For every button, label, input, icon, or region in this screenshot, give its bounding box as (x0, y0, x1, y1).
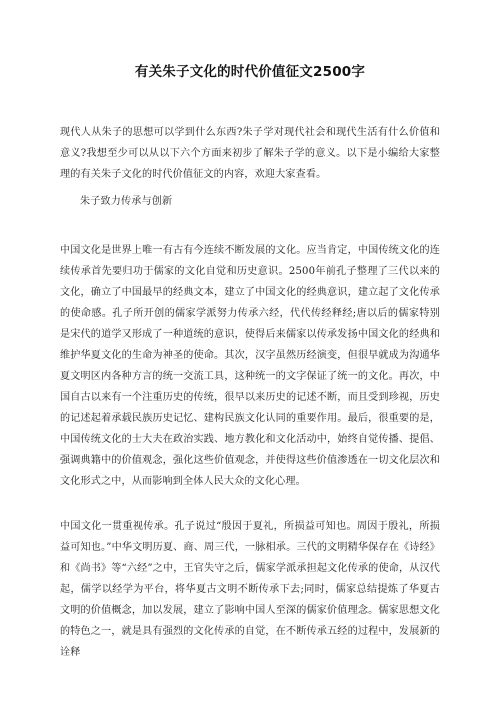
intro-paragraph: 现代人从朱子的思想可以学到什么东西?朱子学对现代社会和现代生活有什么价值和意义?我想至少可以从以下六个方面来初步了解朱子学的意义。以下是小编给大家整理的有关朱子文化的时代价值征文的内容，欢迎大家查看。 (60, 127, 440, 180)
document-title: 有关朱子文化的时代价值征文2500字 (134, 64, 366, 80)
section-subheading: 朱子致力传承与创新 (80, 196, 173, 207)
body-paragraph-1: 中国文化是世界上唯一有古有今连续不断发展的文化。应当肯定，中国传统文化的连续传承首先要归功于儒家的文化自觉和历史意识。2500年前孔子整理了三代以来的文化，确立了中国最早的经典文本，建立了中国文化的经典意识，建立起了文化传承的使命感。孔子所开创的儒家学派努力传承六经，代代传经释经;唐以后的儒家特别是宋代的道学又形成了一种道统的意识，使得后来儒家以传承发扬中国文化的经典和维护华夏文化的生命为神圣的使命。其次，汉字虽然历经演变，但很早就成为沟通华夏文明区内各种方言的统一交流工具，这种统一的文字保证了统一的文化。再次，中国自古以来有一个注重历史的传统，很早以来历史的记述不断，而且受到珍视，历史的记述起着承载民族历史记忆、建构民族文化认同的重要作用。最后，很重要的是，中国传统文化的士大夫在政治实践、地方教化和文化活动中，始终自觉传播、提倡、强调典籍中的价值观念，强化这些价值观念，并使得这些价值渗透在一切文化层次和文化形式之中，从而影响到全体人民大众的文化心理。 (60, 245, 440, 487)
body-paragraph-2: 中国文化一贯重视传承。孔子说过“殷因于夏礼，所损益可知也。周因于殷礼，所损益可知也。”中华文明历夏、商、周三代，一脉相承。三代的文明精华保存在《诗经》和《尚书》等“六经”之中，王官失守之后，儒家学派承担起文化传承的使命，从汉代起，儒学以经学为平台，将华夏古文明不断传承下去;同时，儒家总结提炼了华夏古文明的价值概念，加以发展，建立了影响中国人至深的儒家价值理念。儒家思想文化的特色之一，就是具有强烈的文化传承的自觉，在不断传承五经的过程中，发展新的诠释 (60, 521, 440, 658)
